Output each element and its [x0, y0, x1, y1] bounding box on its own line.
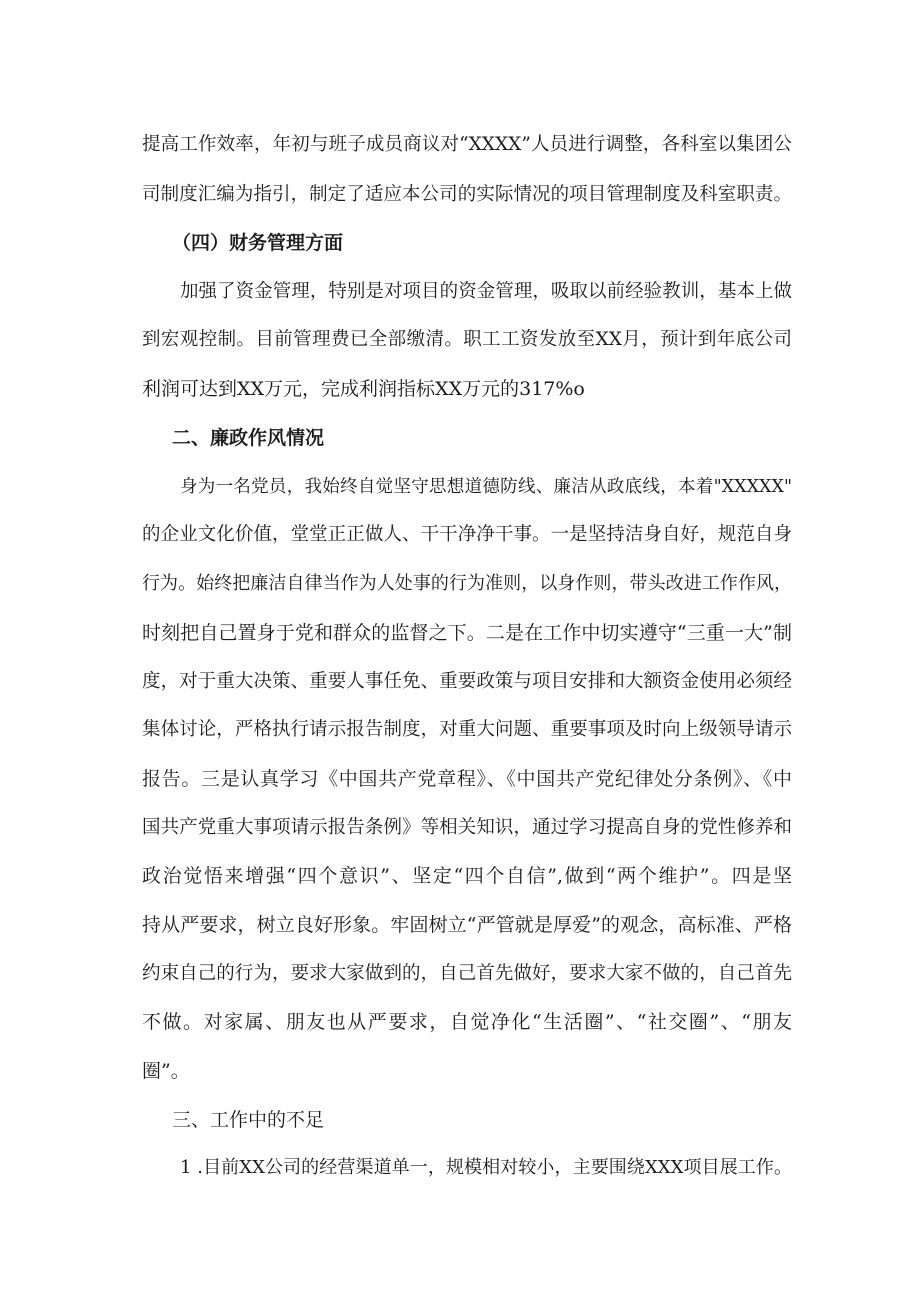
paragraph-line: 行为。始终把廉洁自律当作为人处事的行为准则，以身作则，带头改进工作作风， [142, 573, 792, 594]
paragraph-line: 国共产党重大事项请示报告条例》等相关知识，通过学习提高自身的党性修养和 [142, 817, 792, 838]
list-item: 1 .目前XX公司的经营渠道单一，规模相对较小，主要围绕XXX项目展工作。 [180, 1157, 792, 1178]
section-heading: 三、工作中的不足 [172, 1109, 325, 1131]
paragraph-line: 度，对于重大决策、重要人事任免、重要政策与项目安排和大额资金使用必须经 [142, 671, 792, 692]
paragraph-line: 加强了资金管理，特别是对项目的资金管理，吸取以前经验教训，基本上做 [180, 281, 792, 302]
paragraph-line: 司制度汇编为指引，制定了适应本公司的实际情况的项目管理制度及科室职责。 [142, 184, 792, 205]
paragraph-line: 集体讨论，严格执行请示报告制度，对重大问题、重要事项及时向上级领导请示 [142, 719, 792, 740]
paragraph-line: 的企业文化价值，堂堂正正做人、干干净净干事。一是坚持洁身自好，规范自身 [142, 524, 792, 545]
section-heading: 二、廉政作风情况 [172, 427, 325, 449]
section-heading: （四）财务管理方面 [172, 232, 344, 254]
paragraph-line: 到宏观控制。目前管理费已全部缴清。职工工资发放至XX月，预计到年底公司 [142, 329, 792, 350]
paragraph-line: 利润可达到XX万元，完成利润指标XX万元的317%o [142, 378, 585, 400]
paragraph-line: 身为一名党员，我始终自觉坚守思想道德防线、廉洁从政底线，本着"XXXXX" [180, 477, 792, 497]
paragraph-line: 持从严要求，树立良好形象。牢固树立“严管就是厚爱”的观念，高标准、严格 [142, 914, 792, 936]
paragraph-line: 报告。三是认真学习《中国共产党章程》、《中国共产党纪律处分条例》、《中 [142, 768, 792, 790]
paragraph-line: 不做。对家属、朋友也从严要求，自觉净化“生活圈”、“社交圈”、“朋友 [142, 1011, 792, 1033]
paragraph-line: 圈”。 [142, 1060, 190, 1082]
paragraph-line: 政治觉悟来增强“四个意识”、坚定“四个自信”,做到“两个维护”。四是坚 [142, 865, 792, 887]
paragraph-line: 提高工作效率，年初与班子成员商议对“XXXX”人员进行调整，各科室以集团公 [142, 134, 792, 155]
paragraph-line: 约束自己的行为，要求大家做到的，自己首先做好，要求大家不做的，自己首先 [142, 963, 792, 984]
paragraph-line: 时刻把自己置身于党和群众的监督之下。二是在工作中切实遵守“三重一大”制 [142, 622, 792, 644]
